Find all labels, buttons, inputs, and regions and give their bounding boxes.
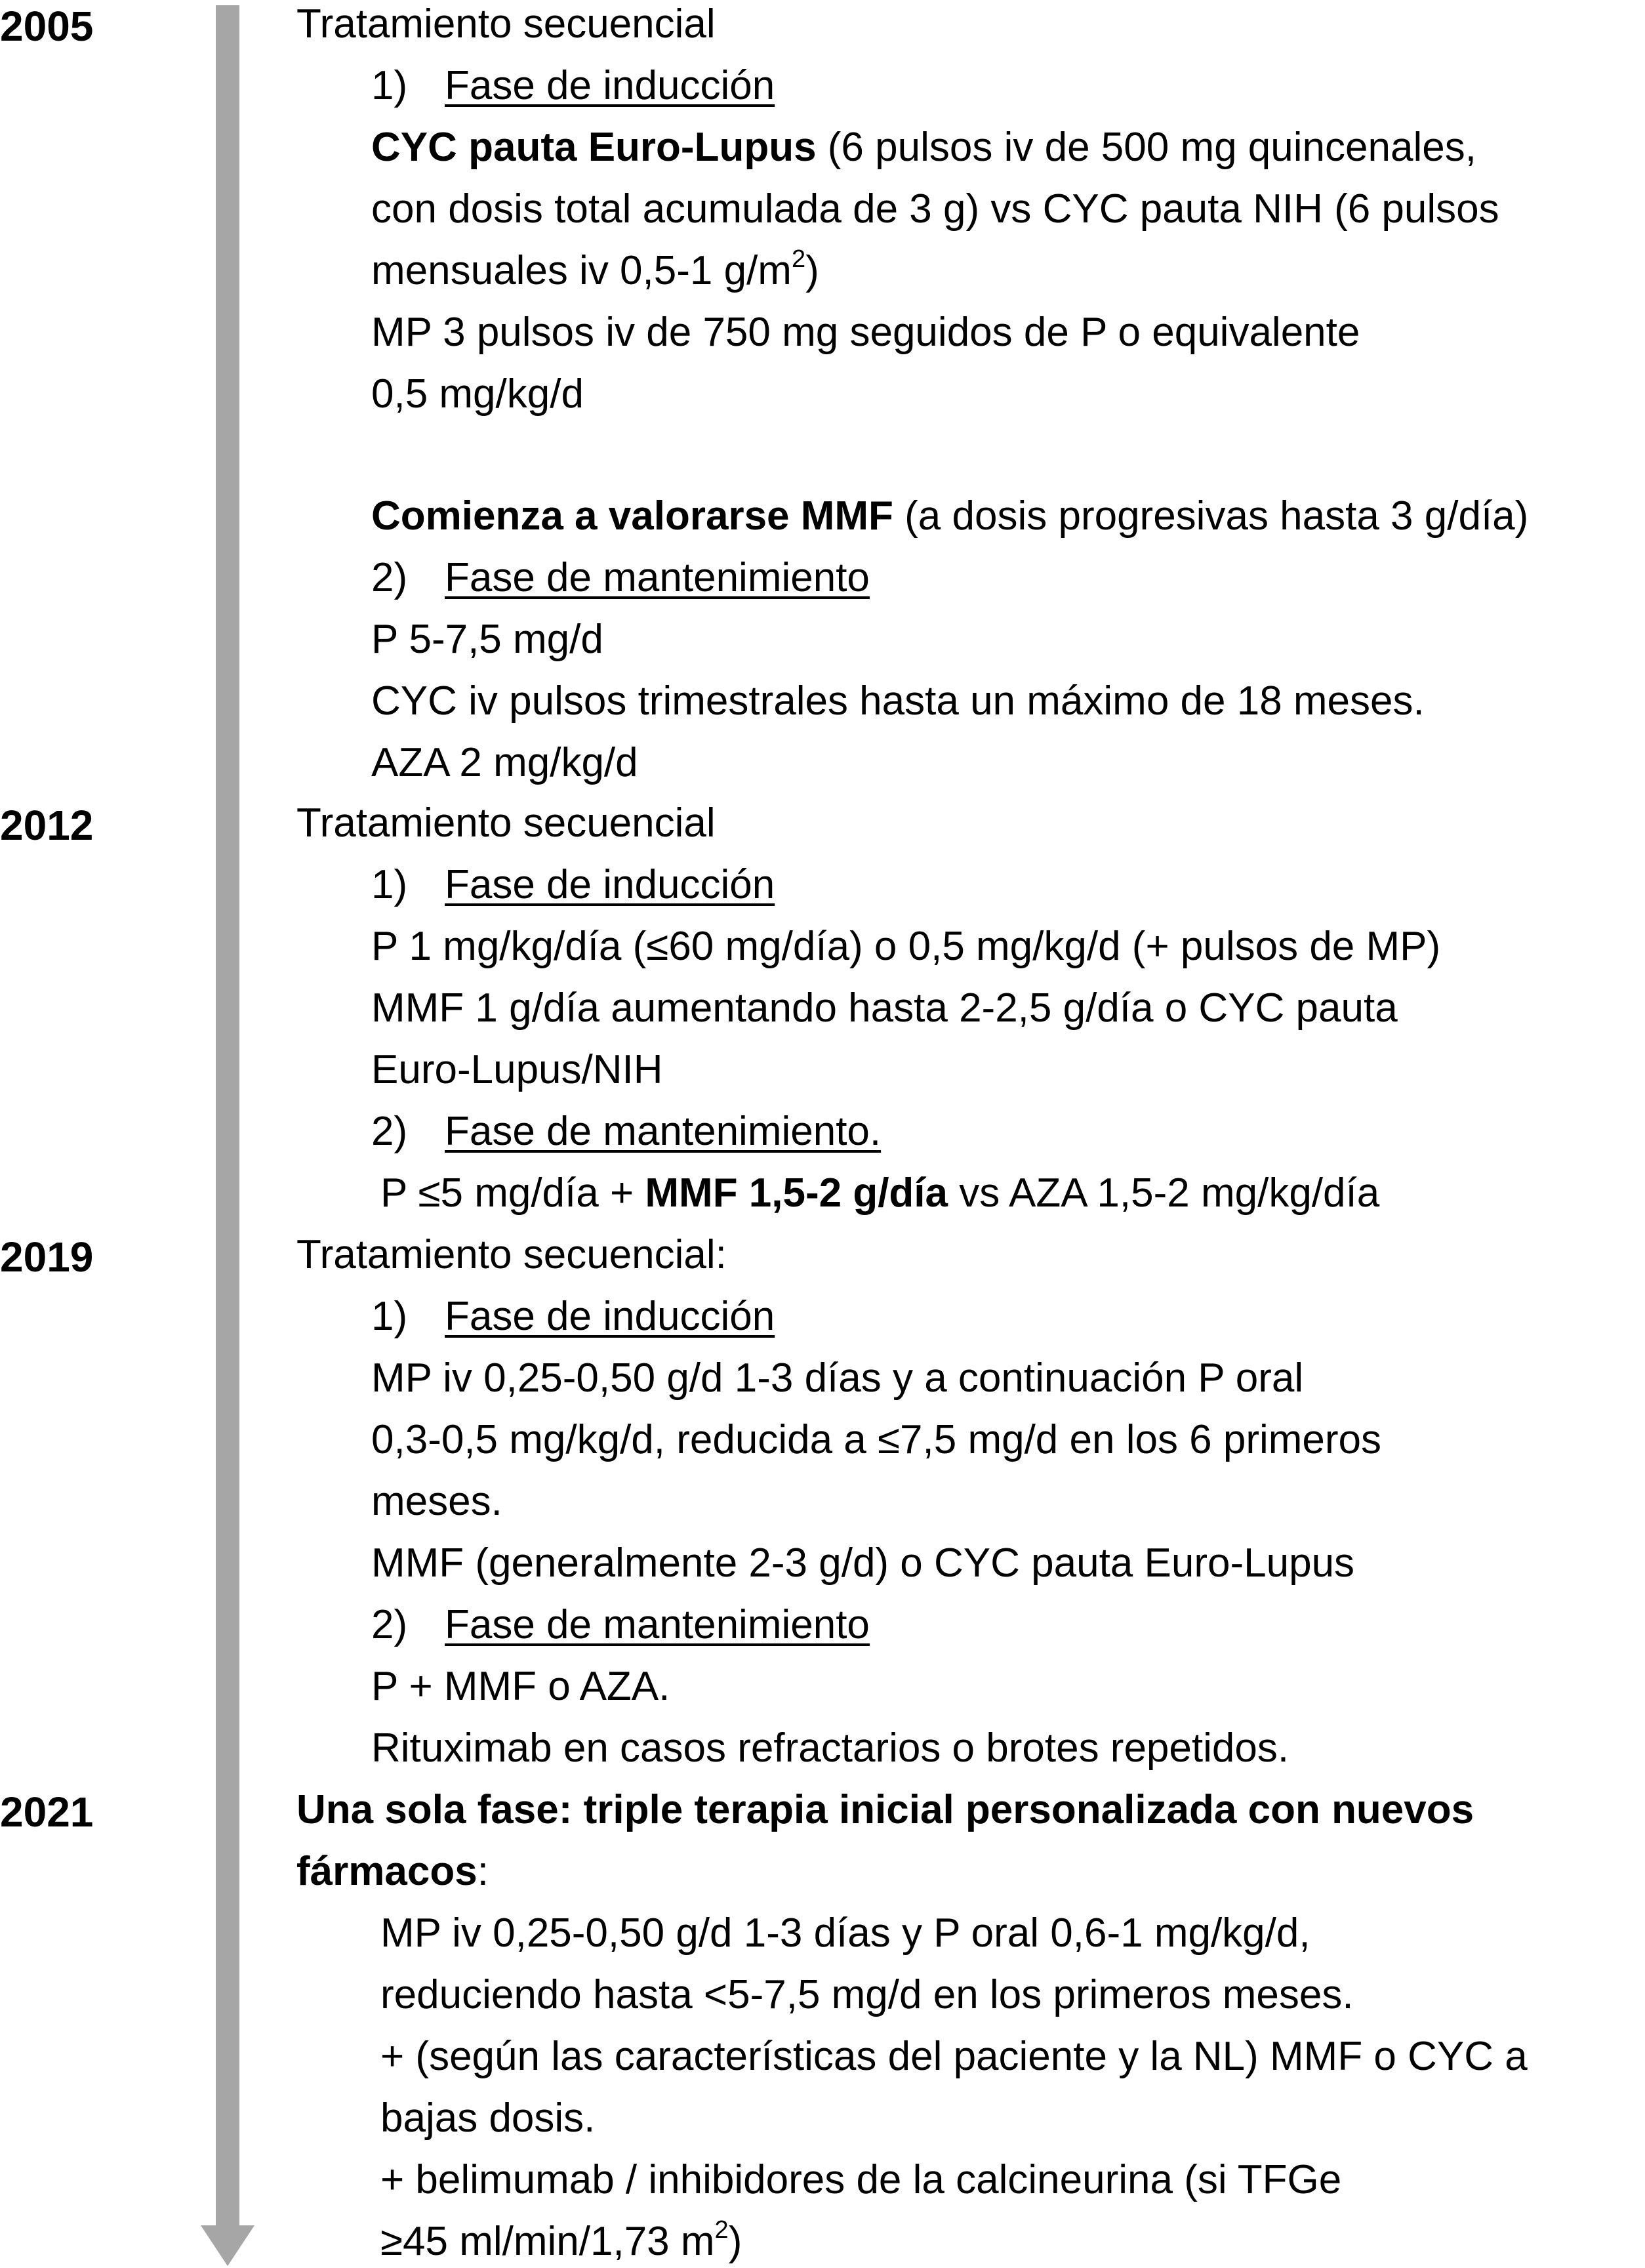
section-2012-title: Tratamiento secuencial bbox=[296, 800, 716, 846]
section-2021-line: + (según las características del paciente y la NL) MMF o CYC a bbox=[380, 2034, 1528, 2079]
text: ) bbox=[805, 248, 819, 293]
maintenance-number: 2) bbox=[371, 1602, 408, 1647]
bold-text: MMF 1,5-2 g/día bbox=[645, 1170, 948, 1216]
section-2019-line: meses. bbox=[371, 1479, 502, 1524]
section-2005-induction-heading bbox=[371, 63, 775, 108]
text: ) bbox=[728, 2219, 742, 2264]
year-2012: 2012 bbox=[0, 802, 94, 849]
text: vs AZA 1,5-2 mg/kg/día bbox=[948, 1170, 1380, 1216]
year-2005: 2005 bbox=[0, 3, 94, 50]
timeline-arrow-head bbox=[201, 2225, 254, 2266]
text: (6 pulsos iv de 500 mg quincenales, bbox=[816, 125, 1476, 170]
induction-label: Fase de inducción bbox=[445, 63, 775, 108]
section-2021-title: Una sola fase: triple terapia inicial personalizada con nuevos bbox=[296, 1787, 1474, 1832]
section-2019-maintenance-heading bbox=[371, 1602, 870, 1647]
text: ≥45 ml/min/1,73 m bbox=[380, 2219, 715, 2264]
year-2021: 2021 bbox=[0, 1788, 94, 1836]
bold-text: fármacos bbox=[296, 1849, 477, 1894]
superscript: 2 bbox=[791, 245, 806, 273]
maintenance-label: Fase de mantenimiento. bbox=[445, 1109, 882, 1154]
section-2005-line: P 5-7,5 mg/d bbox=[371, 617, 603, 662]
timeline-arrow-shaft bbox=[216, 5, 239, 2225]
section-2012-line: MMF 1 g/día aumentando hasta 2-2,5 g/día o CYC pauta bbox=[371, 985, 1398, 1031]
section-2005-line bbox=[371, 127, 1476, 168]
induction-number: 1) bbox=[371, 1294, 408, 1339]
section-2005-line: con dosis total acumulada de 3 g) vs CYC pauta NIH (6 pulsos bbox=[371, 186, 1499, 232]
section-2021-line: reduciendo hasta <5-7,5 mg/d en los primeros meses. bbox=[380, 1972, 1354, 2017]
text: P ≤5 mg/día + bbox=[380, 1170, 645, 1216]
section-2021-line: bajas dosis. bbox=[380, 2095, 596, 2141]
bold-text: CYC pauta Euro-Lupus bbox=[371, 125, 817, 170]
section-2005-line: MP 3 pulsos iv de 750 mg seguidos de P o equivalente bbox=[371, 310, 1360, 355]
section-2019-induction-heading bbox=[371, 1296, 775, 1337]
section-2019-title: Tratamiento secuencial: bbox=[296, 1232, 727, 1277]
section-2012-line: Euro-Lupus/NIH bbox=[371, 1047, 663, 1092]
induction-number: 1) bbox=[371, 63, 408, 108]
section-2012-line bbox=[380, 1170, 1380, 1216]
maintenance-number: 2) bbox=[371, 1109, 408, 1154]
section-2021-line: + belimumab / inhibidores de la calcineurina (si TFGe bbox=[380, 2157, 1342, 2202]
section-2012-maintenance-heading bbox=[371, 1111, 881, 1152]
section-2005-line: 0,5 mg/kg/d bbox=[371, 371, 584, 417]
superscript: 2 bbox=[714, 2216, 729, 2244]
section-2019-line: P + MMF o AZA. bbox=[371, 1664, 670, 1709]
section-2012-line: P 1 mg/kg/día (≤60 mg/día) o 0,5 mg/kg/d (+ pulsos de MP) bbox=[371, 924, 1441, 969]
section-2005-line bbox=[371, 493, 1529, 539]
section-2005-title: Tratamiento secuencial bbox=[296, 1, 716, 47]
section-2021-title-cont bbox=[296, 1851, 489, 1892]
text: (a dosis progresivas hasta 3 g/día) bbox=[893, 493, 1529, 539]
maintenance-label: Fase de mantenimiento bbox=[445, 1602, 870, 1647]
bold-text: Comienza a valorarse MMF bbox=[371, 493, 893, 539]
timeline-arrow bbox=[201, 0, 254, 2268]
section-2019-line: Rituximab en casos refractarios o brotes repetidos. bbox=[371, 1725, 1290, 1771]
section-2005-maintenance-heading bbox=[371, 555, 870, 600]
section-2005-line: AZA 2 mg/kg/d bbox=[371, 740, 638, 785]
maintenance-label: Fase de mantenimiento bbox=[445, 555, 870, 600]
induction-label: Fase de inducción bbox=[445, 862, 775, 907]
section-2019-line: 0,3-0,5 mg/kg/d, reducida a ≤7,5 mg/d en los 6 primeros bbox=[371, 1417, 1382, 1462]
section-2019-line: MP iv 0,25-0,50 g/d 1-3 días y a continuación P oral bbox=[371, 1355, 1304, 1401]
text: mensuales iv 0,5-1 g/m bbox=[371, 248, 792, 293]
section-2005-line: CYC iv pulsos trimestrales hasta un máximo de 18 meses. bbox=[371, 678, 1425, 724]
year-2019: 2019 bbox=[0, 1233, 94, 1281]
induction-number: 1) bbox=[371, 862, 408, 907]
section-2021-line: MP iv 0,25-0,50 g/d 1-3 días y P oral 0,6-1 mg/kg/d, bbox=[380, 1910, 1310, 1956]
text: : bbox=[477, 1849, 489, 1894]
induction-label: Fase de inducción bbox=[445, 1294, 775, 1339]
section-2012-induction-heading bbox=[371, 862, 775, 907]
section-2019-line: MMF (generalmente 2-3 g/d) o CYC pauta Euro-Lupus bbox=[371, 1540, 1355, 1586]
section-2005-line bbox=[371, 245, 819, 293]
maintenance-number: 2) bbox=[371, 555, 408, 600]
section-2021-line bbox=[380, 2216, 742, 2264]
